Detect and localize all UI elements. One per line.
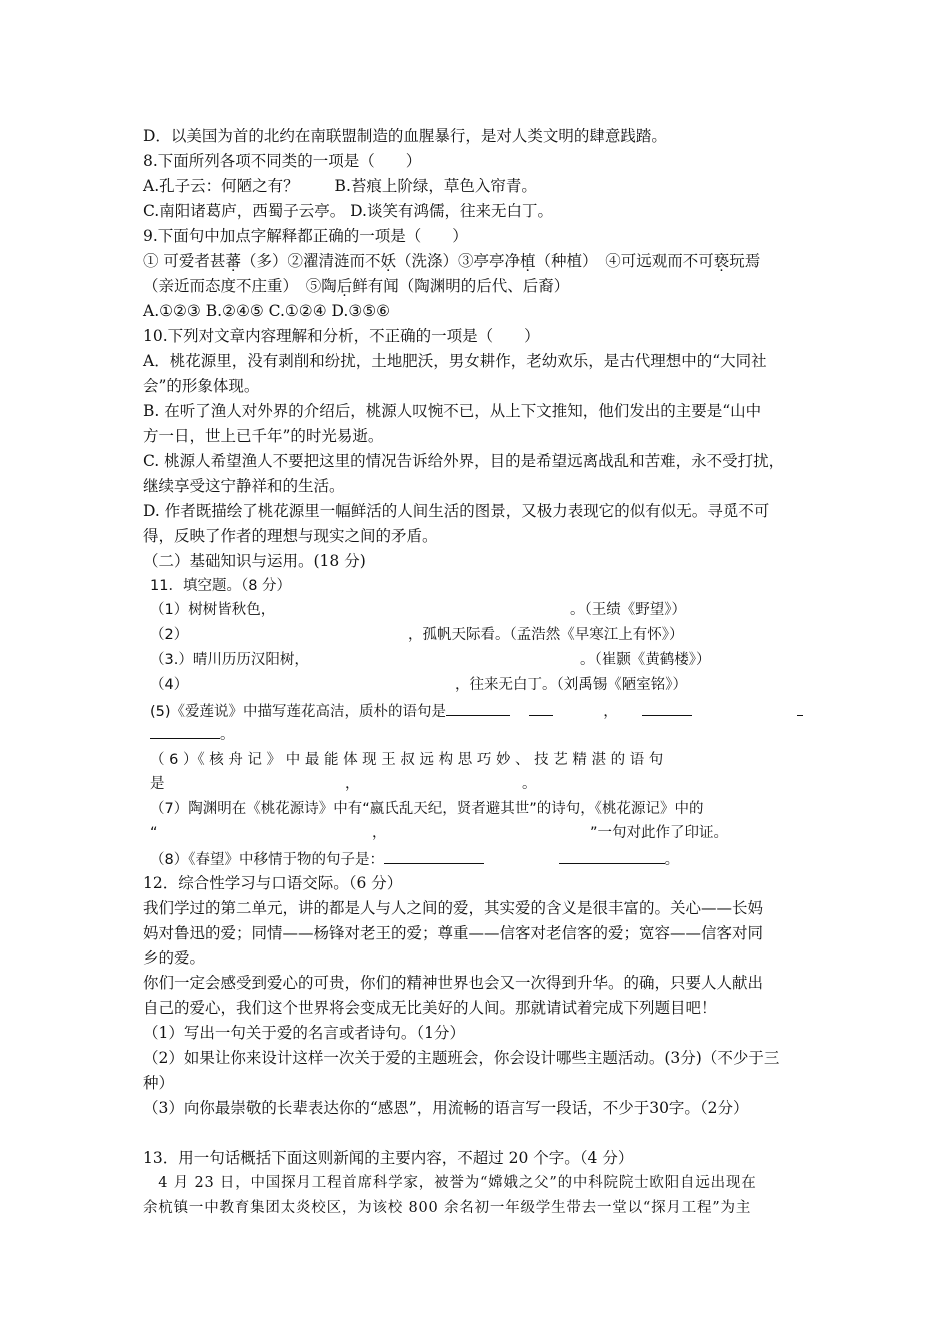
q11-text: ，	[372, 825, 387, 841]
q11-text: ，	[345, 776, 360, 792]
q11-text: （2）	[150, 627, 189, 643]
dotted-char: 蕃	[225, 252, 241, 270]
q11-item-5	[150, 699, 803, 723]
q11-text: 。	[220, 727, 235, 743]
q10-option-c-1: C. 桃源人希望渔人不要把这里的情况告诉给外界，目的是希望远离战乱和苦难，永不受打扰，	[143, 452, 785, 470]
q12-stem: 12．综合性学习与口语交际。（6 分）	[143, 874, 403, 892]
answer-blank[interactable]	[446, 699, 510, 716]
q11-text: ，孤帆天际看。（孟浩然《早寒江上有怀》）	[408, 627, 684, 643]
q12-para1-line3: 乡的爱。	[143, 949, 206, 967]
answer-blank[interactable]	[150, 722, 220, 739]
q10-option-b-2: 方一日，世上已千年”的时光易逝。	[143, 427, 384, 445]
q9-item-text: 鲜有闻（陶渊明的后代、后裔）	[352, 277, 570, 295]
answer-blank[interactable]	[642, 699, 692, 716]
q9-items-line1	[143, 250, 760, 272]
q10-option-d-1: D. 作者既描绘了桃花源里一幅鲜活的人间生活的图景，又极力表现它的似有似无。寻觅不可	[143, 502, 770, 520]
q11-text: 。（崔颢《黄鹤楼》）	[580, 652, 711, 668]
q10-option-a-1: A．桃花源里，没有剥削和纷扰，土地肥沃，男女耕作，老幼欢乐，是古代理想中的“大同社	[143, 352, 767, 370]
dotted-char: 亵	[713, 252, 730, 270]
q12-para1-line1: 我们学过的第二单元，讲的都是人与人之间的爱，其实爱的含义是很丰富的。关心——长妈	[143, 899, 764, 917]
q13-stem: 13．用一句话概括下面这则新闻的主要内容，不超过 20 个字。（4 分）	[143, 1149, 634, 1167]
q11-item-2	[150, 624, 684, 646]
q12-para2-line2: 自己的爱心，我们这个世界将会变成无比美好的人间。那就请试着完成下列题目吧！	[143, 999, 717, 1017]
q12-sub-1: （1）写出一句关于爱的名言或者诗句。（1分）	[143, 1024, 465, 1042]
q11-item-6-cont	[150, 773, 537, 795]
q11-text: （3.）晴川历历汉阳树，	[150, 652, 309, 668]
q11-text: 是	[150, 776, 165, 792]
q11-text: 。	[522, 776, 537, 792]
q11-text: ”一句对此作了印证。	[590, 825, 729, 841]
answer-blank[interactable]	[559, 847, 665, 864]
q11-stem: 11．填空题。（8 分）	[150, 578, 292, 594]
answer-blank[interactable]	[797, 699, 803, 716]
dotted-char: 妖	[380, 252, 396, 270]
q8-options-ab: A.孔子云：何陋之有？ B.苔痕上阶绿，草色入帘青。	[143, 177, 537, 195]
q11-item-3	[150, 649, 711, 671]
q9-items-line2	[143, 275, 569, 297]
q11-text: ，	[603, 704, 618, 720]
q9-item-text: （种植） ④可远观而不可	[535, 252, 714, 270]
q11-text: （4）	[150, 677, 189, 693]
q11-text: “	[150, 825, 158, 841]
q11-item-4	[150, 674, 687, 696]
section-2-heading: （二）基础知识与运用。(18 分)	[143, 552, 366, 570]
answer-blank[interactable]	[384, 847, 484, 864]
answer-blank[interactable]	[529, 699, 553, 716]
q9-item-text: （多）②濯清涟而不	[240, 252, 381, 270]
q9-item-text: （亲近而态度不庄重） ⑤陶	[143, 277, 337, 295]
q10-option-c-2: 继续享受这宁静祥和的生活。	[143, 477, 345, 495]
q12-para1-line2: 妈对鲁迅的爱；同情——杨锋对老王的爱；尊重——信客对老信客的爱；宽容——信客对同	[143, 924, 764, 942]
dotted-char: 后	[336, 277, 353, 295]
q12-sub-3: （3）向你最崇敬的长辈表达你的“感恩”，用流畅的语言写一段话，不少于30字。（2分）	[143, 1099, 749, 1117]
q10-stem: 10.下列对文章内容理解和分析，不正确的一项是（ ）	[143, 327, 540, 345]
q11-item-5-cont	[150, 722, 235, 746]
q11-item-6: （ 6 ）《 核 舟 记 》 中 最 能 体 现 王 叔 远 构 思 巧 妙 、 技 艺 精 湛 的 语 句	[150, 752, 664, 768]
q11-text: （8）《春望》中移情于物的句子是：	[150, 852, 384, 868]
q11-item-7: （7）陶渊明在《桃花源诗》中有“嬴氏乱天纪，贤者避其世”的诗句，《桃花源记》中的	[150, 801, 704, 817]
q13-news-line1: 4 月 23 日，中国探月工程首席科学家，被誉为“嫦娥之父”的中科院院士欧阳自远出现在	[143, 1175, 757, 1191]
q11-text: ，往来无白丁。（刘禹锡《陋室铭》）	[455, 677, 687, 693]
q11-text: （1）树树皆秋色，	[150, 602, 276, 618]
dotted-char: 植	[520, 252, 536, 270]
q12-sub-2-cont: 种）	[143, 1074, 175, 1092]
q9-item-text: （洗涤）③亭亭净	[395, 252, 520, 270]
q10-option-a-2: 会”的形象体现。	[143, 377, 260, 395]
q12-sub-2: （2）如果让你来设计这样一次关于爱的主题班会，你会设计哪些主题活动。(3分)（不少于三	[143, 1049, 780, 1067]
q11-text: (5)《爱莲说》中描写莲花高洁，质朴的语句是	[150, 704, 447, 720]
q9-stem: 9.下面句中加点字解释都正确的一项是（ ）	[143, 227, 468, 245]
q12-para2-line1: 你们一定会感受到爱心的可贵，你们的精神世界也会又一次得到升华。的确，只要人人献出	[143, 974, 764, 992]
q11-item-8	[150, 847, 679, 871]
q9-item-text: 玩焉	[729, 252, 761, 270]
q9-item-text: ① 可爱者甚	[143, 252, 226, 270]
q7-option-d: D．以美国为首的北约在南联盟制造的血腥暴行，是对人类文明的肆意践踏。	[143, 127, 667, 145]
q10-option-d-2: 得，反映了作者的理想与现实之间的矛盾。	[143, 527, 438, 545]
q10-option-b-1: B. 在听了渔人对外界的介绍后，桃源人叹惋不已，从上下文推知，他们发出的主要是“山中	[143, 402, 762, 420]
q11-item-1	[150, 599, 686, 621]
q13-news-line2: 余杭镇一中教育集团太炎校区，为该校 800 余名初一年级学生带去一堂以“探月工程”为主	[143, 1200, 752, 1216]
q11-text: 。（王绩《野望》）	[570, 602, 686, 618]
q9-options: A.①②③ B.②④⑤ C.①②④ D.③⑤⑥	[143, 302, 391, 320]
q8-stem: 8.下面所列各项不同类的一项是（ ）	[143, 152, 422, 170]
q11-item-7-cont	[150, 822, 729, 844]
q11-text: 。	[664, 852, 680, 868]
q8-options-cd: C.南阳诸葛庐，西蜀子云亭。 D.谈笑有鸿儒，往来无白丁。	[143, 202, 553, 220]
